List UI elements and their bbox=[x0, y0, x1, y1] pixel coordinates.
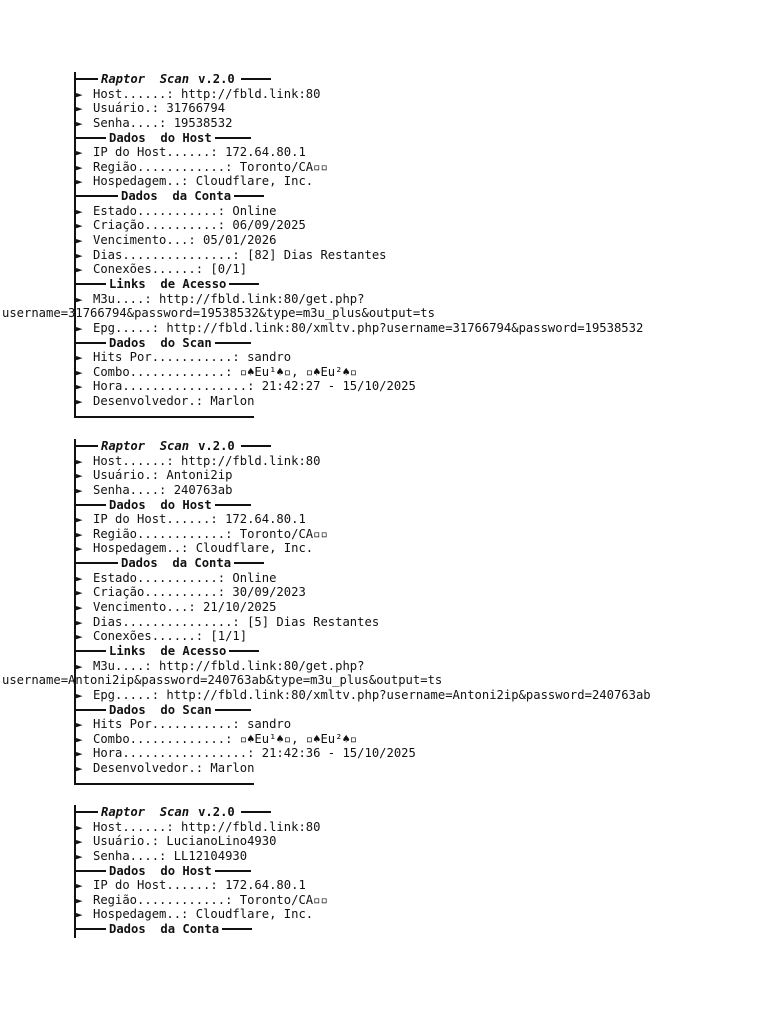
arrow-right-icon: ► bbox=[76, 849, 83, 863]
host-section-title: Dados do Host bbox=[109, 130, 212, 145]
rule-left bbox=[76, 504, 106, 506]
rule-right bbox=[222, 928, 252, 930]
combo-line bbox=[76, 732, 651, 747]
arrow-right-icon: ► bbox=[76, 513, 83, 527]
connections-line bbox=[76, 262, 643, 277]
m3u-line-continuation bbox=[2, 306, 643, 321]
scan-header bbox=[76, 805, 328, 820]
account-section-title: Dados da Conta bbox=[109, 922, 220, 937]
region-text: Região............: Toronto/CA▫▫ bbox=[93, 526, 328, 541]
arrow-right-icon: ► bbox=[76, 248, 83, 262]
developer-text: Desenvolvedor.: Marlon bbox=[93, 394, 255, 409]
created-text: Criação..........: 30/09/2023 bbox=[93, 585, 306, 600]
hits-line bbox=[76, 717, 651, 732]
hosting-text: Hospedagem..: Cloudflare, Inc. bbox=[93, 541, 314, 556]
links-section-header bbox=[76, 277, 643, 292]
developer-line bbox=[76, 394, 643, 409]
hosting-line bbox=[76, 907, 328, 922]
rule-left bbox=[76, 928, 106, 930]
user-text: Usuário.: LucianoLino4930 bbox=[93, 834, 277, 849]
developer-text: Desenvolvedor.: Marlon bbox=[93, 761, 255, 776]
pass-line bbox=[76, 116, 643, 131]
arrow-right-icon: ► bbox=[76, 483, 83, 497]
block-footer-rule bbox=[76, 783, 254, 785]
time-line bbox=[76, 379, 643, 394]
arrow-right-icon: ► bbox=[76, 586, 83, 600]
arrow-right-icon: ► bbox=[76, 908, 83, 922]
rule-left bbox=[76, 78, 98, 80]
scan-result-block bbox=[2, 72, 644, 418]
connections-line bbox=[76, 629, 651, 644]
pass-text: Senha....: LL12104930 bbox=[93, 848, 248, 863]
m3u-link[interactable]: M3u....: http://fbld.link:80/get.php? bbox=[93, 658, 365, 673]
time-text: Hora.................: 21:42:27 - 15/10/2025 bbox=[93, 379, 416, 394]
scan-title: Raptor Scan bbox=[101, 72, 190, 86]
rule-right bbox=[215, 137, 251, 139]
arrow-right-icon: ► bbox=[76, 630, 83, 644]
host-line bbox=[76, 454, 651, 469]
host-section-title: Dados do Host bbox=[109, 497, 212, 512]
m3u-line-continuation bbox=[2, 673, 651, 688]
region-text: Região............: Toronto/CA▫▫ bbox=[93, 159, 328, 174]
epg-link[interactable]: Epg.....: http://fbld.link:80/xmltv.php?username=Antoni2ip&password=240763ab bbox=[93, 687, 651, 702]
time-line bbox=[76, 746, 651, 761]
expiry-text: Vencimento...: 21/10/2025 bbox=[93, 600, 277, 615]
scan-section-header bbox=[76, 703, 651, 718]
scan-result-block bbox=[74, 805, 328, 938]
rule-right bbox=[241, 811, 271, 813]
arrow-right-icon: ► bbox=[76, 469, 83, 483]
rule-left bbox=[76, 137, 106, 139]
arrow-right-icon: ► bbox=[76, 234, 83, 248]
hosting-line bbox=[76, 541, 651, 556]
rule-right bbox=[234, 195, 264, 197]
block-footer-rule bbox=[76, 416, 254, 418]
rule-left bbox=[76, 195, 118, 197]
hosting-text: Hospedagem..: Cloudflare, Inc. bbox=[93, 174, 314, 189]
arrow-right-icon: ► bbox=[76, 615, 83, 629]
ip-text: IP do Host......: 172.64.80.1 bbox=[93, 878, 306, 893]
state-text: Estado...........: Online bbox=[93, 570, 277, 585]
arrow-right-icon: ► bbox=[76, 351, 83, 365]
rule-right bbox=[229, 650, 259, 652]
ip-line bbox=[76, 878, 328, 893]
arrow-right-icon: ► bbox=[76, 292, 83, 306]
account-section-header bbox=[76, 556, 651, 571]
arrow-right-icon: ► bbox=[76, 762, 83, 776]
host-text: Host......: http://fbld.link:80 bbox=[93, 453, 321, 468]
scan-title: Raptor Scan bbox=[101, 439, 190, 453]
arrow-right-icon: ► bbox=[76, 175, 83, 189]
expiry-line bbox=[76, 600, 651, 615]
arrow-right-icon: ► bbox=[76, 102, 83, 116]
arrow-right-icon: ► bbox=[76, 718, 83, 732]
created-text: Criação..........: 06/09/2025 bbox=[93, 218, 306, 233]
user-text: Usuário.: Antoni2ip bbox=[93, 468, 233, 483]
scan-version: v.2.0 bbox=[198, 439, 235, 453]
days-text: Dias...............: [5] Dias Restantes bbox=[93, 614, 380, 629]
combo-text: Combo.............: ▫♠Eu¹♠▫, ▫♠Eu²♠▫ bbox=[93, 731, 358, 746]
user-line bbox=[76, 468, 651, 483]
host-line bbox=[76, 820, 328, 835]
rule-left bbox=[76, 283, 106, 285]
rule-right bbox=[234, 562, 264, 564]
rule-left bbox=[76, 562, 118, 564]
arrow-right-icon: ► bbox=[76, 835, 83, 849]
hits-text: Hits Por...........: sandro bbox=[93, 350, 292, 365]
arrow-right-icon: ► bbox=[76, 601, 83, 615]
m3u-link-continued[interactable]: username=Antoni2ip&password=240763ab&type=m3u_plus&output=ts bbox=[2, 673, 443, 688]
region-text: Região............: Toronto/CA▫▫ bbox=[93, 892, 328, 907]
rule-left bbox=[76, 811, 98, 813]
arrow-right-icon: ► bbox=[76, 527, 83, 541]
m3u-line bbox=[76, 659, 651, 674]
rule-right bbox=[215, 870, 251, 872]
arrow-right-icon: ► bbox=[76, 893, 83, 907]
days-line bbox=[76, 248, 643, 263]
epg-line bbox=[76, 688, 651, 703]
account-section-header bbox=[76, 189, 643, 204]
rule-left bbox=[76, 342, 106, 344]
host-section-title: Dados do Host bbox=[109, 863, 212, 878]
rule-right bbox=[215, 342, 251, 344]
created-line bbox=[76, 585, 651, 600]
scan-section-header bbox=[76, 336, 643, 351]
scan-section-title: Dados do Scan bbox=[109, 702, 212, 717]
time-text: Hora.................: 21:42:36 - 15/10/2025 bbox=[93, 746, 416, 761]
arrow-right-icon: ► bbox=[76, 219, 83, 233]
links-section-title: Links de Acesso bbox=[109, 643, 227, 658]
rule-right bbox=[215, 504, 251, 506]
host-section-header bbox=[76, 864, 328, 879]
arrow-right-icon: ► bbox=[76, 688, 83, 702]
arrow-right-icon: ► bbox=[76, 747, 83, 761]
rule-left bbox=[76, 709, 106, 711]
rule-left bbox=[76, 870, 106, 872]
rule-right bbox=[229, 283, 259, 285]
arrow-right-icon: ► bbox=[76, 542, 83, 556]
combo-text: Combo.............: ▫♠Eu¹♠▫, ▫♠Eu²♠▫ bbox=[93, 364, 358, 379]
scan-result-block bbox=[2, 439, 651, 785]
hosting-text: Hospedagem..: Cloudflare, Inc. bbox=[93, 907, 314, 922]
m3u-link-continued[interactable]: username=31766794&password=19538532&type=m3u_plus&output=ts bbox=[2, 306, 435, 321]
days-text: Dias...............: [82] Dias Restantes bbox=[93, 247, 387, 262]
host-section-header bbox=[76, 498, 651, 513]
pass-line bbox=[76, 849, 328, 864]
arrow-right-icon: ► bbox=[76, 454, 83, 468]
ip-line bbox=[76, 145, 643, 160]
arrow-right-icon: ► bbox=[76, 571, 83, 585]
links-section-header bbox=[76, 644, 651, 659]
rule-right bbox=[241, 445, 271, 447]
epg-link[interactable]: Epg.....: http://fbld.link:80/xmltv.php?username=31766794&password=19538532 bbox=[93, 320, 644, 335]
scan-header bbox=[76, 72, 643, 87]
arrow-right-icon: ► bbox=[76, 204, 83, 218]
region-line bbox=[76, 160, 643, 175]
expiry-line bbox=[76, 233, 643, 248]
host-line bbox=[76, 87, 643, 102]
hits-text: Hits Por...........: sandro bbox=[93, 717, 292, 732]
arrow-right-icon: ► bbox=[76, 879, 83, 893]
m3u-link[interactable]: M3u....: http://fbld.link:80/get.php? bbox=[93, 291, 365, 306]
host-text: Host......: http://fbld.link:80 bbox=[93, 86, 321, 101]
arrow-right-icon: ► bbox=[76, 116, 83, 130]
ip-text: IP do Host......: 172.64.80.1 bbox=[93, 145, 306, 160]
arrow-right-icon: ► bbox=[76, 263, 83, 277]
state-text: Estado...........: Online bbox=[93, 203, 277, 218]
developer-line bbox=[76, 761, 651, 776]
account-section-title: Dados da Conta bbox=[121, 556, 232, 571]
arrow-right-icon: ► bbox=[76, 380, 83, 394]
host-section-header bbox=[76, 131, 643, 146]
connections-text: Conexões......: [0/1] bbox=[93, 262, 248, 277]
account-section-header bbox=[76, 922, 328, 937]
arrow-right-icon: ► bbox=[76, 321, 83, 335]
hosting-line bbox=[76, 174, 643, 189]
scan-section-title: Dados do Scan bbox=[109, 335, 212, 350]
pass-text: Senha....: 19538532 bbox=[93, 115, 233, 130]
m3u-line bbox=[76, 292, 643, 307]
user-line bbox=[76, 101, 643, 116]
created-line bbox=[76, 218, 643, 233]
ip-text: IP do Host......: 172.64.80.1 bbox=[93, 512, 306, 527]
scan-title: Raptor Scan bbox=[101, 805, 190, 819]
ip-line bbox=[76, 512, 651, 527]
host-text: Host......: http://fbld.link:80 bbox=[93, 819, 321, 834]
arrow-right-icon: ► bbox=[76, 87, 83, 101]
rule-left bbox=[76, 650, 106, 652]
state-line bbox=[76, 571, 651, 586]
user-line bbox=[76, 834, 328, 849]
links-section-title: Links de Acesso bbox=[109, 276, 227, 291]
combo-line bbox=[76, 365, 643, 380]
arrow-right-icon: ► bbox=[76, 659, 83, 673]
region-line bbox=[76, 527, 651, 542]
account-section-title: Dados da Conta bbox=[121, 189, 232, 204]
epg-line bbox=[76, 321, 643, 336]
arrow-right-icon: ► bbox=[76, 146, 83, 160]
arrow-right-icon: ► bbox=[76, 820, 83, 834]
pass-line bbox=[76, 483, 651, 498]
state-line bbox=[76, 204, 643, 219]
scan-version: v.2.0 bbox=[198, 72, 235, 86]
scan-version: v.2.0 bbox=[198, 805, 235, 819]
arrow-right-icon: ► bbox=[76, 732, 83, 746]
scan-header bbox=[76, 439, 651, 454]
rule-left bbox=[76, 445, 98, 447]
arrow-right-icon: ► bbox=[76, 160, 83, 174]
hits-line bbox=[76, 350, 643, 365]
region-line bbox=[76, 893, 328, 908]
arrow-right-icon: ► bbox=[76, 365, 83, 379]
connections-text: Conexões......: [1/1] bbox=[93, 629, 248, 644]
rule-right bbox=[215, 709, 251, 711]
user-text: Usuário.: 31766794 bbox=[93, 101, 226, 116]
days-line bbox=[76, 615, 651, 630]
pass-text: Senha....: 240763ab bbox=[93, 482, 233, 497]
rule-right bbox=[241, 78, 271, 80]
expiry-text: Vencimento...: 05/01/2026 bbox=[93, 233, 277, 248]
arrow-right-icon: ► bbox=[76, 395, 83, 409]
